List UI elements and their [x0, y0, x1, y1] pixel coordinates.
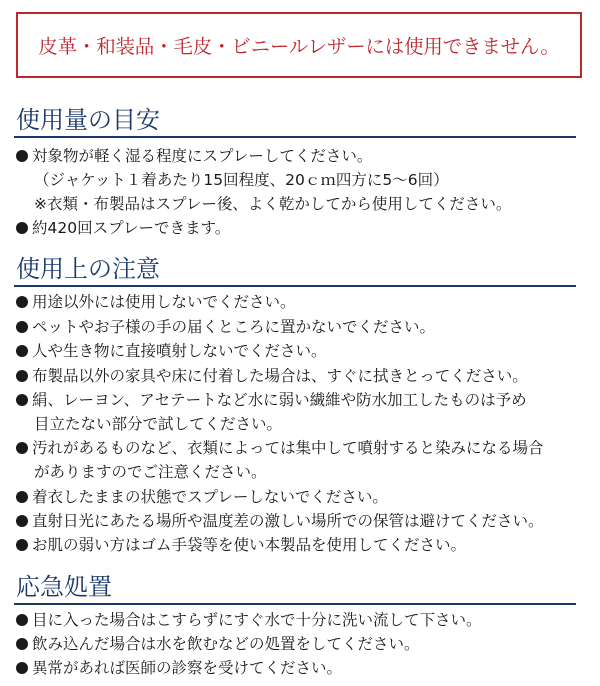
- bullet-icon: [16, 222, 28, 234]
- bullet-icon: [16, 662, 28, 674]
- bullet-icon: [16, 150, 28, 162]
- warning-box: [16, 12, 582, 78]
- list-item: 約420回スプレーできます。: [16, 218, 230, 238]
- bullet-icon: [16, 491, 28, 503]
- section-divider: [14, 285, 576, 287]
- list-item-continuation: （ジャケット１着あたり15回程度、20ｃｍ四方に5〜6回）: [34, 171, 449, 189]
- list-item: ペットやお子様の手の届くところに置かないでください。: [16, 317, 435, 337]
- bullet-icon: [16, 321, 28, 333]
- bullet-icon: [16, 345, 28, 357]
- bullet-icon: [16, 442, 28, 454]
- bullet-icon: [16, 296, 28, 308]
- list-item-continuation: がありますのでご注意ください。: [34, 463, 267, 481]
- list-item: 布製品以外の家具や床に付着した場合は、すぐに拭きとってください。: [16, 366, 528, 386]
- section-title-usage-amount: 使用量の目安: [16, 106, 160, 134]
- section-divider: [14, 603, 576, 605]
- list-item: 直射日光にあたる場所や温度差の激しい場所での保管は避けてください。: [16, 511, 544, 531]
- list-item: 汚れがあるものなど、衣類によっては集中して噴射すると染みになる場合: [16, 438, 544, 458]
- list-item: 対象物が軽く湿る程度にスプレーしてください。: [16, 146, 372, 166]
- bullet-icon: [16, 614, 28, 626]
- list-item: 目に入った場合はこすらずにすぐ水で十分に洗い流して下さい。: [16, 610, 482, 630]
- section-divider: [14, 136, 576, 138]
- bullet-icon: [16, 394, 28, 406]
- bullet-icon: [16, 539, 28, 551]
- bullet-icon: [16, 370, 28, 382]
- bullet-icon: [16, 515, 28, 527]
- list-item: 絹、レーヨン、アセテートなど水に弱い繊維や防水加工したものは予め: [16, 390, 527, 410]
- list-item-continuation: 目立たない部分で試してください。: [34, 415, 283, 433]
- section-title-first-aid: 応急処置: [16, 573, 112, 601]
- list-item: 人や生き物に直接噴射しないでください。: [16, 341, 327, 361]
- list-item: 用途以外には使用しないでください。: [16, 292, 296, 312]
- section-title-precautions: 使用上の注意: [16, 255, 160, 283]
- bullet-icon: [16, 638, 28, 650]
- warning-text: 皮革・和装品・毛皮・ビニールレザーには使用できません。: [38, 35, 560, 58]
- list-item: 異常があれば医師の診察を受けてください。: [16, 658, 342, 678]
- list-item: お肌の弱い方はゴム手袋等を使い本製品を使用してください。: [16, 535, 466, 555]
- list-item: 着衣したままの状態でスプレーしないでください。: [16, 487, 388, 507]
- list-item-note: ※衣類・布製品はスプレー後、よく乾かしてから使用してください。: [34, 195, 512, 213]
- list-item: 飲み込んだ場合は水を飲むなどの処置をしてください。: [16, 634, 420, 654]
